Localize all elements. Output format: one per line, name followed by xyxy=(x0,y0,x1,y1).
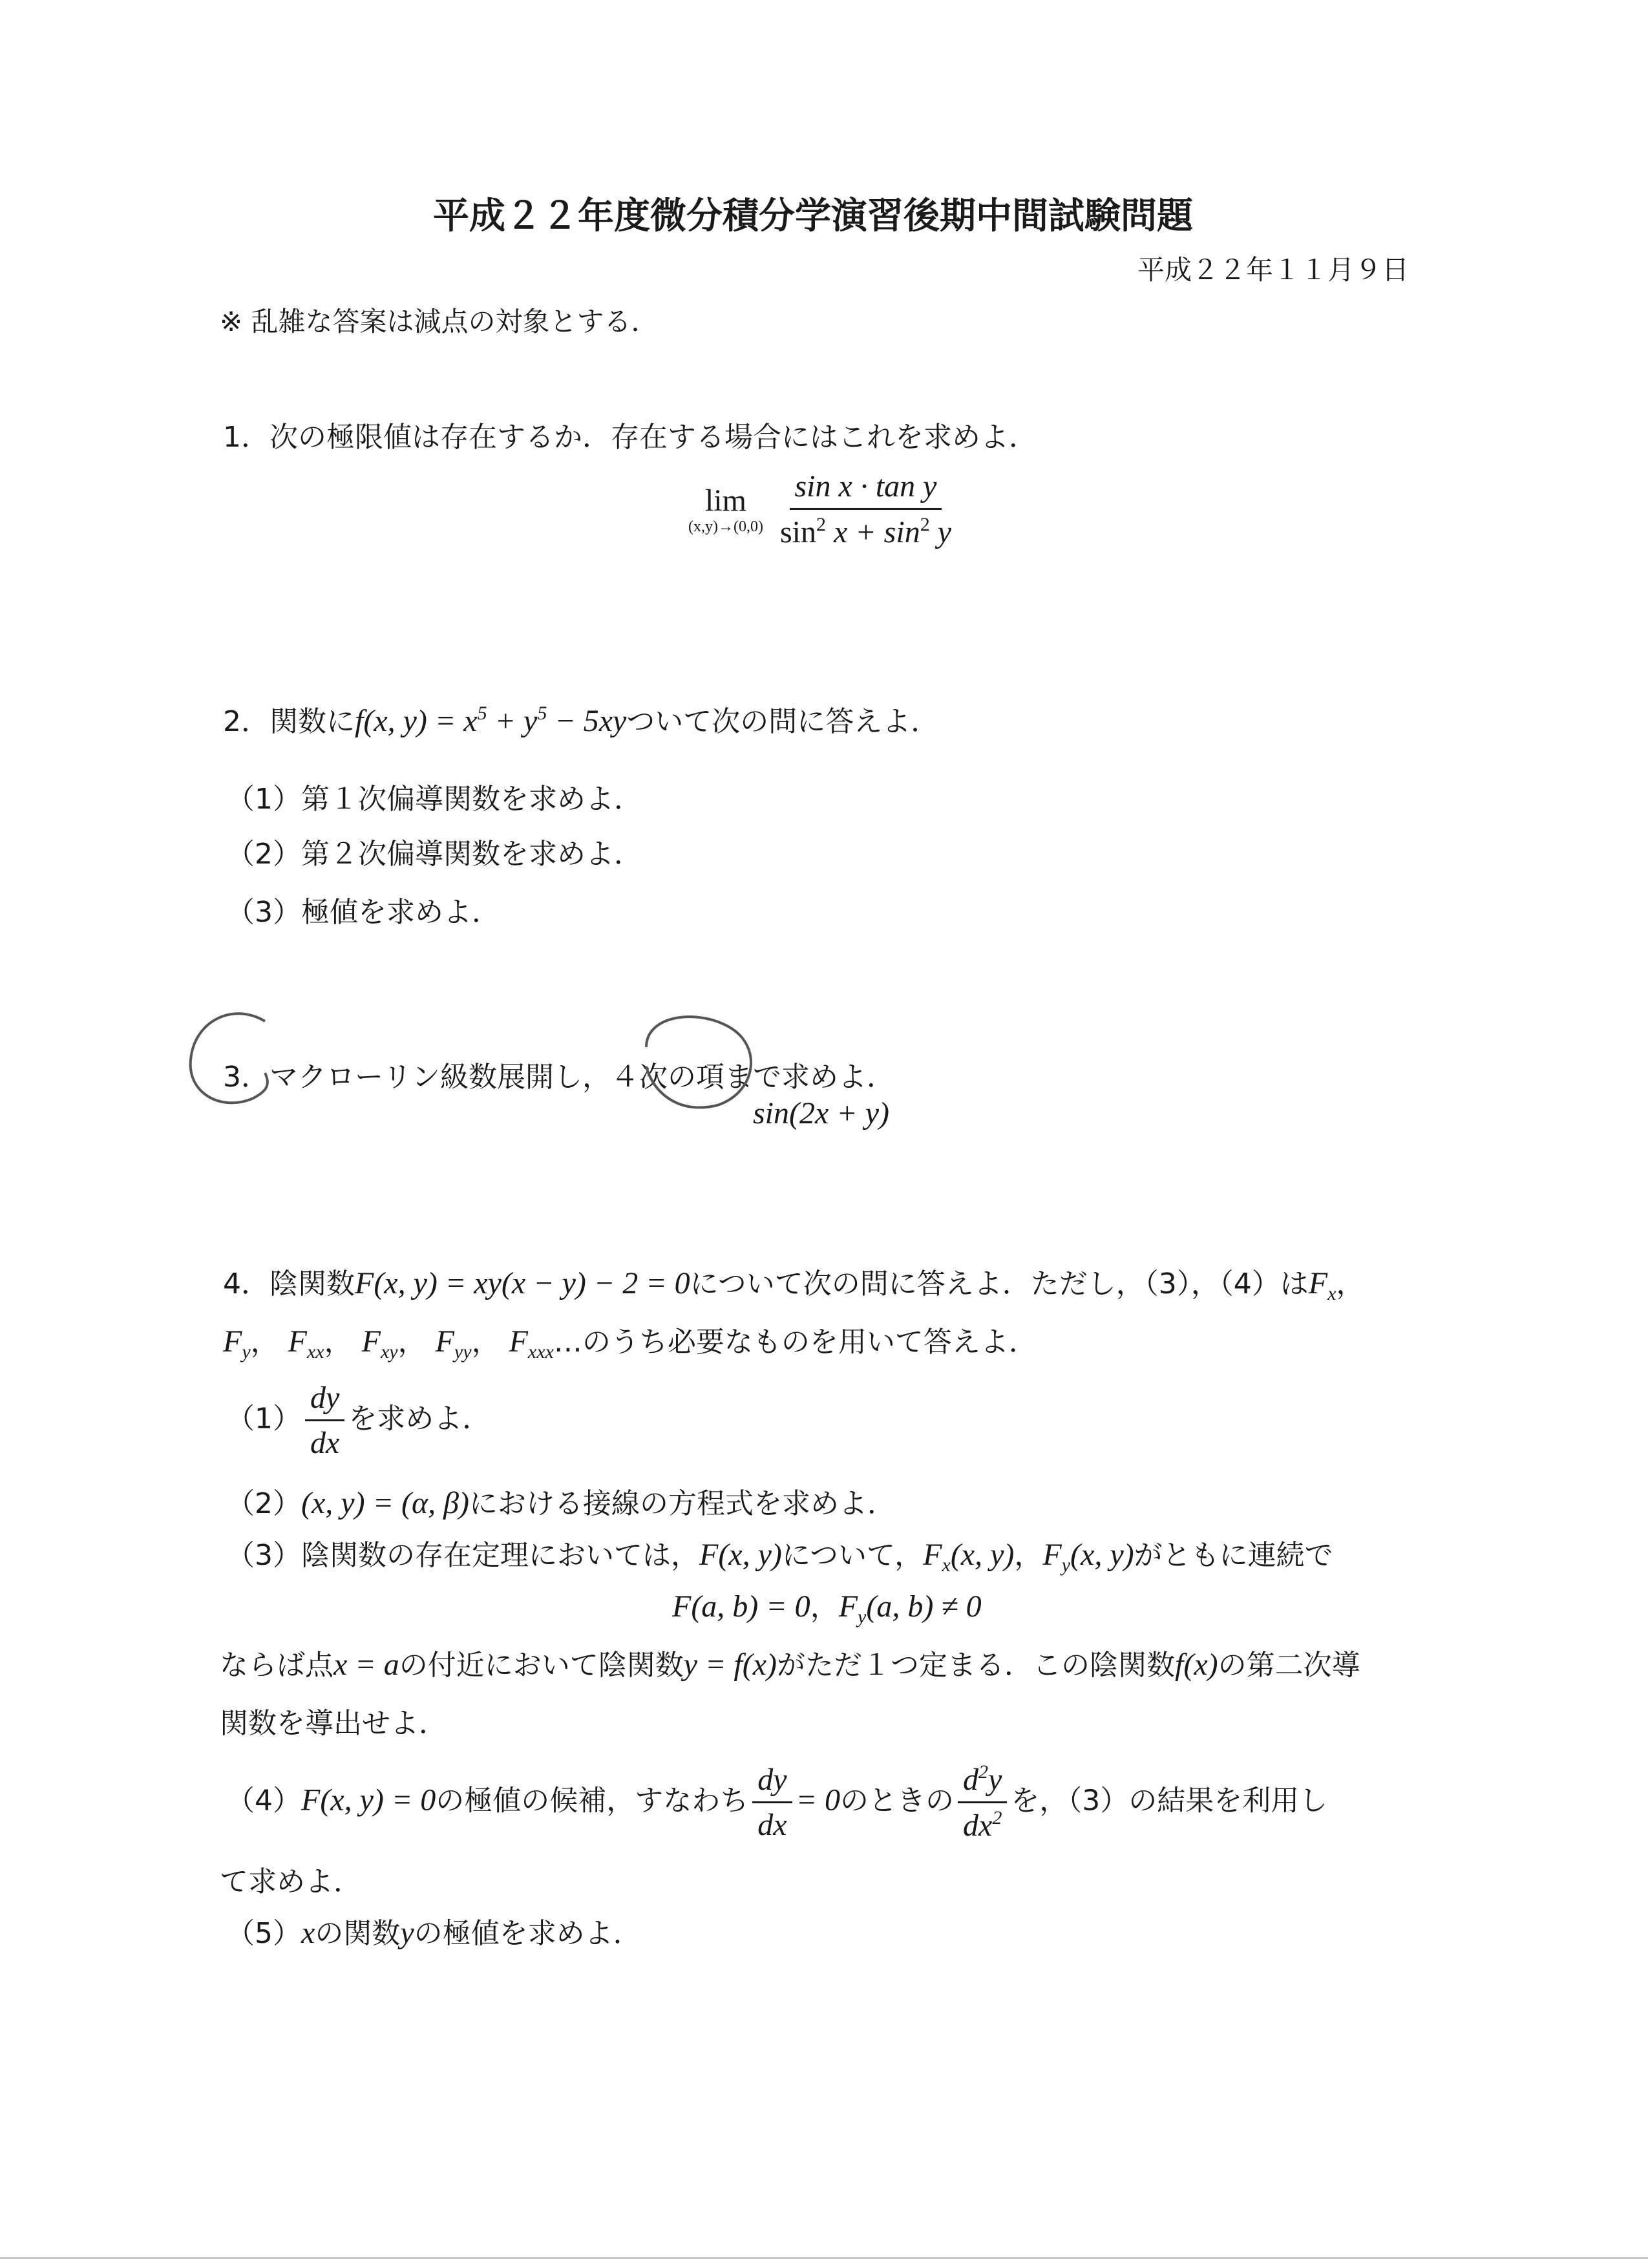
pencil-circle-mark xyxy=(620,995,776,1125)
q4-item-4-line2: て求めよ． xyxy=(220,1865,362,1898)
q4-item-3-line3: ならば点x = aの付近において陰関数y = f(x)がただ１つ定まる．この陰関数f(x)の第二次導 xyxy=(220,1648,1360,1682)
q4-item-5: （5）xの関数yの極値を求めよ． xyxy=(226,1916,642,1950)
exam-date: 平成２２年１１月９日 xyxy=(1137,254,1410,286)
partial-derivatives-list: $F_y$， $F_{xx}$， $F_{xy}$， $F_{yy}$， $F_{xxx}\dots$のうち必要なものを用いて答えよ． xyxy=(223,1324,1037,1362)
implicit-equation: F(x, y) = xy(x − y) − 2 = 0 xyxy=(355,1266,690,1300)
question-2: 2．関数にf(x, $y) = x^5 + y^5 - 5xy$ついて次の問に答えよ． xyxy=(223,703,940,738)
limit-expression xyxy=(688,469,960,550)
second-derivative-fraction: $\frac{d^2y}{dx^2}$ xyxy=(958,1761,1007,1843)
fraction-denominator: $\sin^2 x + \sin^2 y$ xyxy=(779,514,952,549)
limit-fraction xyxy=(775,469,956,550)
fraction-numerator: sin x · tan y xyxy=(790,469,942,510)
dy-dx-fraction: $\frac{dy}{dx}$ xyxy=(305,1380,344,1461)
question-text: マクローリン級数展開し，４次の項まで求めよ． xyxy=(269,1061,895,1094)
question-text: 次の極限値は存在するか．存在する場合にはこれを求めよ． xyxy=(269,421,1037,454)
page-title: 平成２２年度微分積分学演習後期中間試験問題 xyxy=(433,195,1193,237)
question-number: 2． xyxy=(223,705,269,738)
lim-operator: lim (x,y)→(0,0) xyxy=(688,483,763,535)
question-number: 3． xyxy=(223,1061,269,1094)
q4-item-4: （4）F(x, y) = 0の極値の候補，すなわち $\frac{dy}{dx}$ = 0のときの $\frac{d^2y}{dx^2}$ を，（3）の結果を利用し xyxy=(226,1761,1328,1843)
q4-item-3-line4: 関数を導出せよ． xyxy=(220,1707,447,1740)
grading-note: ※ 乱雑な答案は減点の対象とする． xyxy=(220,306,659,337)
question-number: 1． xyxy=(223,421,269,454)
question-4: 4．陰関数F(x, y) = xy(x − y) − 2 = 0について次の問に答えよ．ただし，（3），（4）は$F_x$， xyxy=(223,1266,1365,1304)
question-1 xyxy=(223,414,1037,455)
function-definition: f(x, $y) = x^5 + y^5 - 5xy$ xyxy=(355,703,627,738)
q2-item-1: （1）第１次偏導関数を求めよ． xyxy=(226,783,642,816)
q4-item-1: （1） $\frac{dy}{dx}$ を求めよ． xyxy=(226,1381,491,1460)
scan-edge-line xyxy=(0,2257,1648,2259)
question-number: 4． xyxy=(223,1267,269,1300)
q2-item-2: （2）第２次偏導関数を求めよ． xyxy=(226,838,642,871)
question-3 xyxy=(223,1054,895,1095)
existence-condition: F(a, b) = 0，$F_y(a$, b) ≠ 0 xyxy=(672,1589,982,1627)
q2-item-3: （3）極値を求めよ． xyxy=(226,896,500,929)
q4-item-3: （3）陰関数の存在定理においては，F(x, y)について，$F_x(x$, y)，$F_y(x$, y)がともに連続で xyxy=(226,1538,1333,1576)
maclaurin-expression: sin(2x + y) xyxy=(753,1096,889,1130)
q4-item-2: （2）(x, y) = (α, β)における接線の方程式を求めよ． xyxy=(226,1486,896,1520)
pencil-circle-mark xyxy=(168,995,297,1125)
